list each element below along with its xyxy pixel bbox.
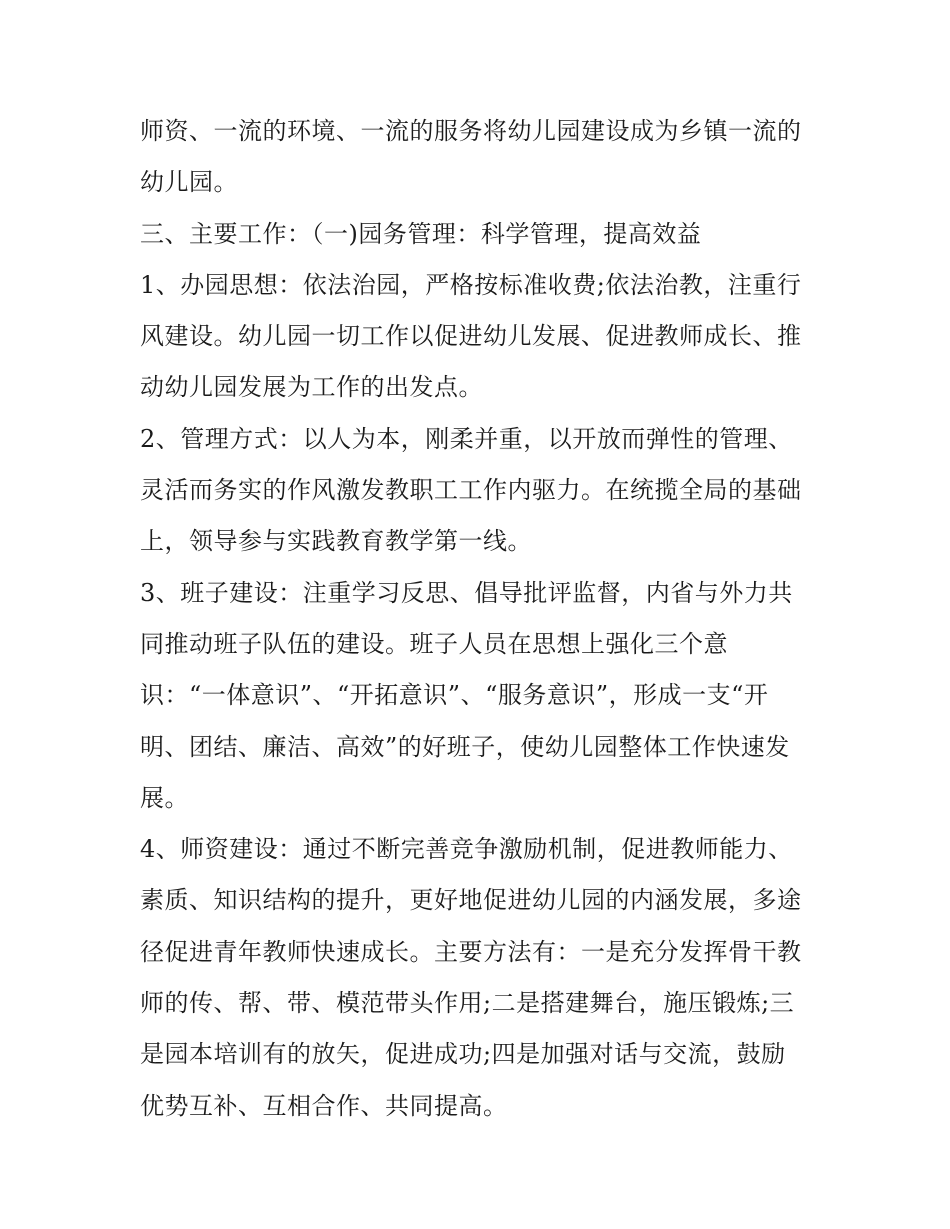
text-line: 灵活而务实的作风激发教职工工作内驱力。在统揽全局的基础 — [140, 476, 802, 505]
text-line: 素质、知识结构的提升，更好地促进幼儿园的内涵发展，多途 — [140, 886, 802, 915]
document-body — [140, 106, 820, 1132]
text-line: 上，领导参与实践教育教学第一线。 — [140, 527, 532, 556]
text-line: 师资、一流的环境、一流的服务将幼儿园建设成为乡镇一流的 — [140, 117, 802, 145]
text-line: 动幼儿园发展为工作的出发点。 — [140, 373, 483, 402]
text-line: 是园本培训有的放矢，促进成功;四是加强对话与交流，鼓励 — [140, 1040, 786, 1069]
text-line: 4、师资建设：通过不断完善竞争激励机制，促进教师能力、 — [140, 835, 793, 864]
text-line: 2、管理方式：以人为本，刚柔并重，以开放而弹性的管理、 — [140, 424, 793, 453]
text-line: 同推动班子队伍的建设。班子人员在思想上强化三个意 — [140, 629, 728, 658]
text-line: 明、团结、廉洁、高效”的好班子，使幼儿园整体工作快速发 — [140, 732, 790, 761]
text-line: 识：“一体意识”、“开拓意识”、“服务意识”，形成一支“开 — [140, 681, 769, 710]
text-line: 径促进青年教师快速成长。主要方法有：一是充分发挥骨干教 — [140, 937, 802, 966]
text-line: 风建设。幼儿园一切工作以促进幼儿发展、促进教师成长、推 — [140, 322, 802, 351]
text-line: 1、办园思想：依法治园，严格按标准收费;依法治教，注重行 — [140, 270, 802, 299]
text-line: 优势互补、互相合作、共同提高。 — [140, 1091, 508, 1120]
text-line: 师的传、帮、带、模范带头作用;二是搭建舞台，施压锻炼;三 — [140, 989, 795, 1018]
section-heading: 三、主要工作：（一)园务管理：科学管理，提高效益 — [140, 219, 702, 248]
text-line: 幼儿园。 — [140, 168, 238, 197]
text-line: 3、班子建设：注重学习反思、倡导批评监督，内省与外力共 — [140, 578, 793, 607]
text-line: 展。 — [140, 783, 189, 812]
